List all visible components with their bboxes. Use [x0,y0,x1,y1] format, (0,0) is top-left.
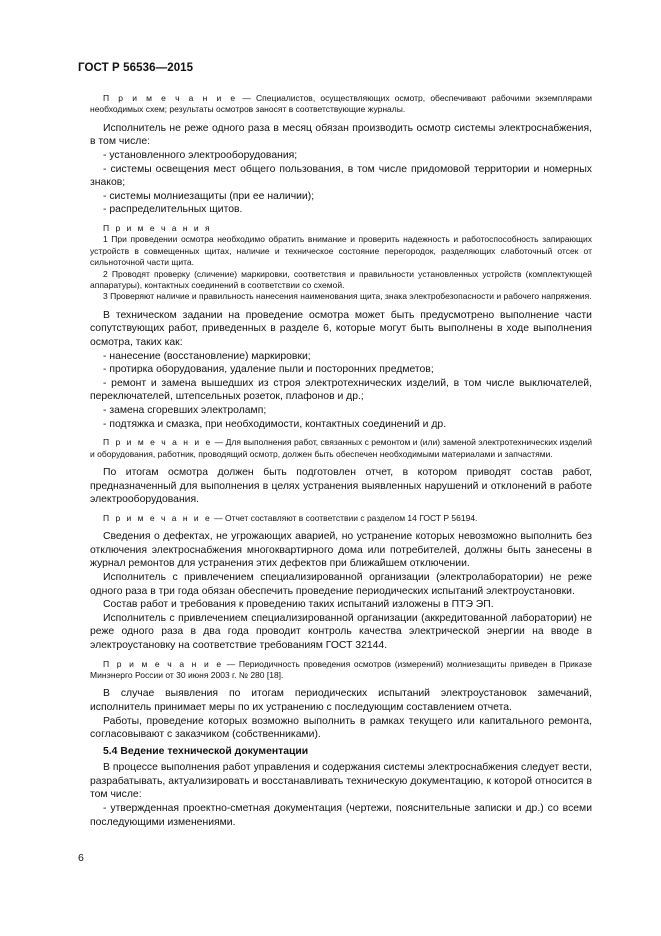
list-item: - распределительных щитов. [103,204,243,216]
list-item: - ремонт и замена вышедших из строя электротехнических изделий, в том числе выключателей, переключателей, штепсельных розеток, плафонов и др.; [90,377,592,403]
list-item: - протирка оборудования, удаление пыли и посторонних предметов; [103,364,434,376]
paragraph: Исполнитель с привлечением специализированной организации (аккредитованной лаборатории) не реже одного раза в два года проводит контроль качества электрической энергии на вводе в электроустановку на соответствие требованиям ГОСТ 32144. [90,612,592,651]
list-item: - установленного электрооборудования; [103,150,298,161]
note-item: 3 Проверяют наличие и правильность нанесения наименования щита, знака электробезопасности и рабочего напряжения. [103,291,592,302]
paragraph: Сведения о дефектах, не угрожающих аварией, но устранение которых невозможно выполнить без отключения электроснабжения многоквартирного дома или потребителей, должны быть занесены в журнал ремонтов для устранения этих дефектов при ближайшем отключении. [90,531,592,570]
page-content [90,93,592,829]
note-label: П р и м е ч а н и е [103,658,224,669]
notes-label: П р и м е ч а н и я [103,222,212,233]
note-label: П р и м е ч а н и е [103,93,238,103]
paragraph: В процессе выполнения работ управления и содержания системы электроснабжения следует вести, разрабатывать, актуализировать и восстанавливать техническую документацию, к которой относится в том числе: [90,762,592,801]
note [90,513,592,524]
paragraph: Исполнитель не реже одного раза в месяц обязан производить осмотр системы электроснабжения, в том числе: [90,122,592,148]
paragraph: По итогам осмотра должен быть подготовлен отчет, в котором приводят состав работ, предназначенный для выполнения в целях устранения выявленных нарушений и отклонений в работе электрооборудования. [90,466,592,506]
paragraph: - утвержденная проектно-сметная документация (чертежи, пояснительные записки и др.) со всеми последующими изменениями. [90,803,592,828]
list-item: - системы освещения мест общего пользования, в том числе придомовой территории и номерных знаков; [90,163,592,189]
list-item: - нанесение (восстановление) маркировки; [103,350,311,362]
note-label: П р и м е ч а н и е [103,512,212,523]
list-item: - системы молниезащиты (при ее наличии); [103,190,315,202]
list [90,350,592,432]
list-item: - замена сгоревших электроламп; [103,404,267,416]
list-item: - подтяжка и смазка, при необходимости, контактных соединений и др. [103,418,447,430]
section-title: 5.4 Ведение технической документации [103,745,309,757]
note-text: — Периодичность проведения осмотров (измерений) молниезащиты приведен в Приказе Минэнерго России от 30 июня 2003 г. № 280 [18]. [90,658,592,680]
paragraph: Исполнитель с привлечением специализированной организации (электролаборатории) не реже одного раза в три года обязан обеспечить проведение периодических испытаний электроустановки. [90,571,592,597]
note-item: 2 Проводят проверку (сличение) маркировки, соответствия и правильности установленных устройств (комплектующей аппаратуры), контактных соединений в соответствии со схемой. [90,268,592,290]
note-item: 1 При проведении осмотра необходимо обратить внимание и проверить надежность и работоспособность запирающих устройств в совмещенных щитах, наличие и техническое состояние перегородок, разделяющих слаботочный отсек от сильноточной части щита. [90,234,592,268]
document-header: ГОСТ Р 56536—2015 [78,62,194,74]
paragraph: В случае выявления по итогам периодических испытаний электроустановок замечаний, исполнитель принимает меры по их устранению с последующим составлением отчета. [90,688,592,713]
paragraph: Состав работ и требования к проведению таких испытаний изложены в ПТЭ ЭП. [103,599,494,611]
note-text: — Отчет составляют в соответствии с разделом 14 ГОСТ Р 56194. [211,512,478,523]
list [90,149,592,217]
note-label: П р и м е ч а н и е [103,437,213,448]
page-number: 6 [78,852,84,864]
paragraph: В техническом задании на проведение осмотра может быть предусмотрено выполнение части сопутствующих работ, приведенных в разделе 6, которые могут быть выполнены в ходе выполнения осмотра, таких как: [90,309,592,348]
paragraph: Работы, проведение которых возможно выполнить в рамках текущего или капитального ремонта, согласовывают с заказчиком (собственниками). [90,715,592,741]
note-text: — Специалистов, осуществляющих осмотр, обеспечивают рабочими экземплярами необходимых схем; результаты осмотров заносят в соответствующие журналы. [90,93,592,115]
note [90,659,592,682]
note [90,93,592,116]
note-text: — Для выполнения работ, связанных с ремонтом и (или) заменой электротехнических изделий и оборудования, работник, проводящий осмотр, должен быть обеспечен необходимыми материалами и запчастями. [90,437,592,459]
note [90,437,592,460]
